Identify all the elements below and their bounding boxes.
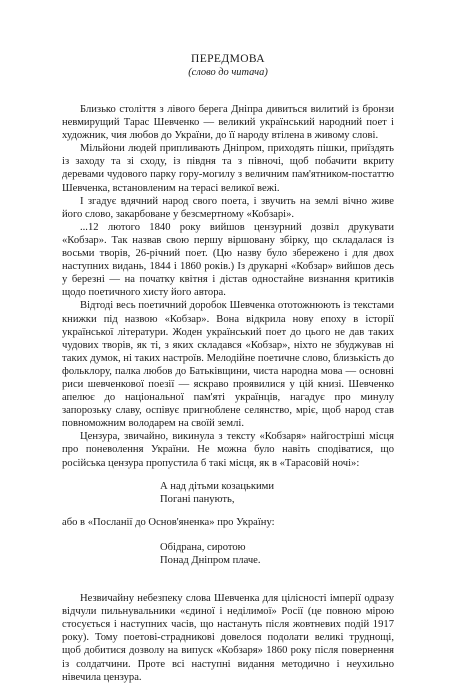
page-subtitle: (слово до читача) <box>188 67 268 78</box>
paragraph-1840: ...12 лютого 1840 року вийшов цензурний дозвіл друкувати «Кобзар». Так назвав свою першу віршовану збірку, що складалася із восьми творів, 26-річний поет. (Цю назву було збережено і для двох наступних видань, 1844 і 1860 років.) Із друкарні «Кобзар» вийшов десь у березні — на початку квітня і дістав одностайне визнання критиків щодо поетичного хисту його автора. <box>62 221 394 299</box>
verse-taras-night <box>160 480 394 506</box>
paragraph-censorship: Цензура, звичайно, викинула з тексту «Кобзаря» найгостріші місця про поневолення України. Не можна було навіть сподіватися, що російська цензура пропустила б такі місця, як в «Тарасовій ночі»: <box>62 431 394 469</box>
paragraph-millions: Мільйони людей припливають Дніпром, приходять пішки, приїздять із заходу та зі сходу, із півдня та з півночі, щоб побачити вкриту деревами чудового парку гору-могилу з величним пам'ятником-постаттю Шевченка, встановленим на терасі великої вежі. <box>62 143 394 194</box>
verse-poslannia <box>160 541 394 567</box>
verse-line: Погані панують, <box>160 493 235 505</box>
paragraph-kobzar-epoch: Відтоді весь поетичний доробок Шевченка ототожнюють із текстами книжки під назвою «Кобзар». Вона відкрила нову епоху в історії української літератури. Жоден український поет до цього не дав таких чудових творів, як ті, з яких складався «Кобзар», ніхто не збуджував ні таких думок, ні таких настроїв. Мелодійне поетичне слово, близькість до фольклору, палка любов до Батьківщини, чиста народна мова — основні риси шевченкової поезії — яскраво проявилися у цій книзі. Шевченко апелює до національної пам'яті українців, нагадує про минулу запорозьку славу, оспівує пригноблене селянство, мріє, щоб народ став повноможним володарем на своїй землі. <box>62 300 394 430</box>
paragraph-connector: або в «Посланії до Основ'яненка» про Україну: <box>62 516 275 528</box>
verse-line: А над дітьми козацькими <box>160 480 275 492</box>
verse-line: Понад Дніпром плаче. <box>160 555 261 566</box>
paragraph-danger: Незвичайну небезпеку слова Шевченка для цілісності імперії одразу відчули пильнувальники «єдиної і неділимої» Росії (це повною мірою стосується і наступних часів, що настануть після жовтневих подій 1917 року). Тому поетові-страдникові довелося подолати великі труднощі, щоб добитися дозволу на випуск «Кобзаря» 1860 року після повернення із солдатчини. Проте всі наступні видання методично і неухильно нівечила цензура. <box>62 593 394 683</box>
paragraph-intro: Близько століття з лівого берега Дніпра дивиться вилитий із бронзи невмирущий Тарас Шевченко — великий український народний поет і художник, чия любов до України, до її народу втілена в живому слові. <box>62 104 394 142</box>
paragraph-remember: І згадує вдячний народ свого поета, і звучить на землі вічно живе його слово, закарбоване у безсмертному «Кобзарі». <box>62 195 394 220</box>
page-title: ПЕРЕДМОВА <box>191 53 265 65</box>
verse-line: Обідрана, сиротою <box>160 541 246 553</box>
